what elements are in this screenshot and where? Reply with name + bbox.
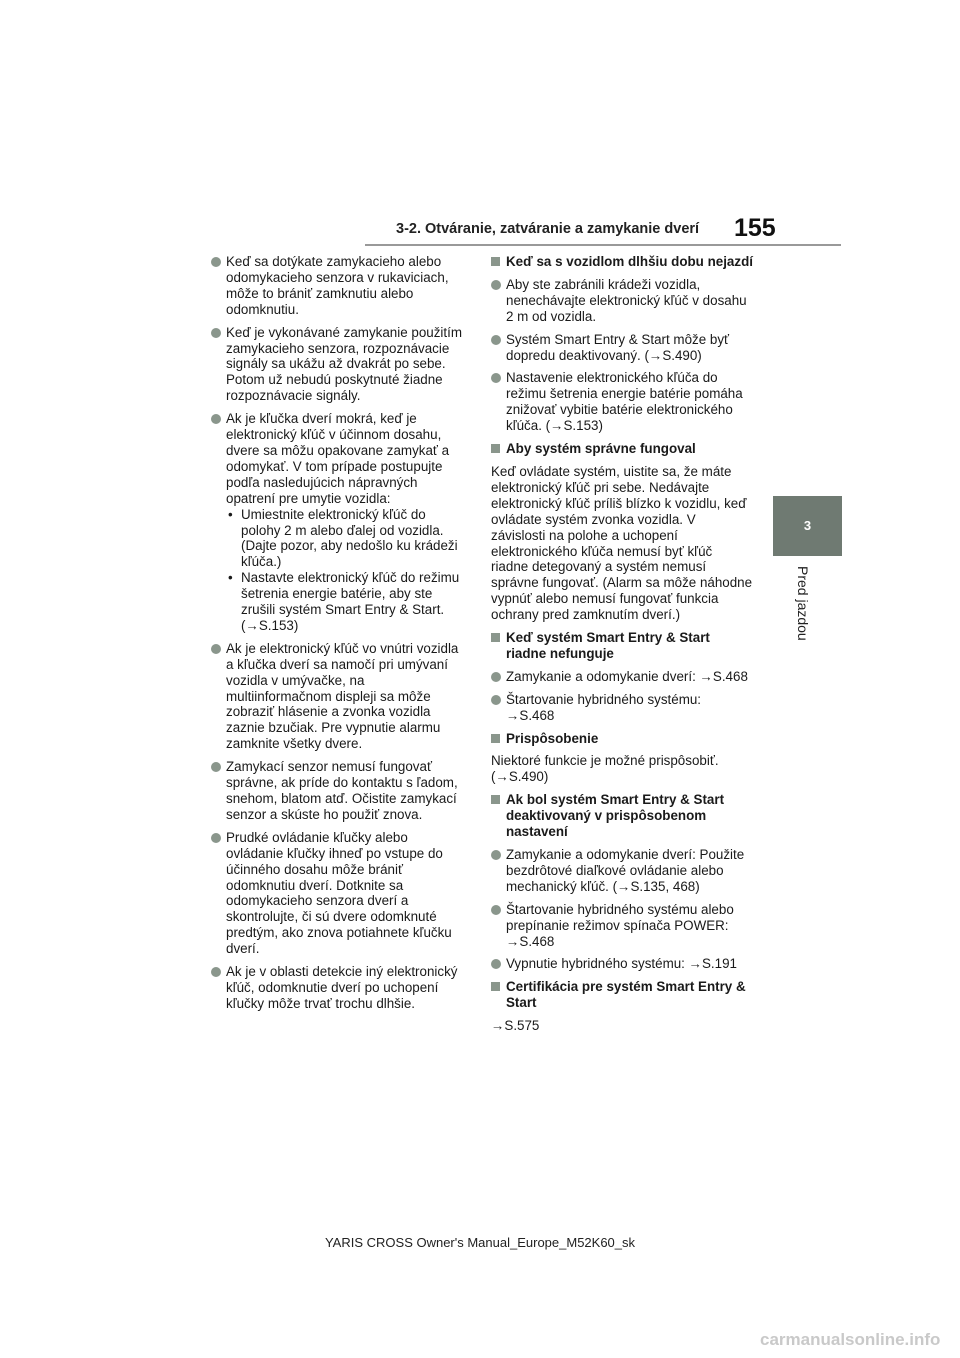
list-item: Aby ste zabránili krádeži vozidla, nenechávajte elektronický kľúč v dosahu 2 m od vozidla. (491, 277, 753, 325)
list-item: Nastavenie elektronického kľúča do režimu šetrenia energie batérie pomáha znižovať vybitie batérie elektronického kľúča. (→S.153) (491, 370, 753, 434)
sub-list-item: • Nastavte elektronický kľúč do režimu šetrenia energie batérie, aby ste zrušili systém Smart Entry & Start. (→S.153) (226, 570, 466, 634)
subsection-heading: Aby systém správne fungoval (491, 441, 753, 457)
list-item (211, 411, 466, 634)
list-item: Vypnutie hybridného systému: →S.191 (491, 956, 753, 972)
footer-text: YARIS CROSS Owner's Manual_Europe_M52K60_sk (324, 1235, 636, 1250)
right-column (491, 254, 753, 1041)
list-item: Keď je vykonávané zamykanie použitím zamykacieho senzora, rozpoznávacie signály sa ukážu až dvakrát po sebe. Potom už nebudú poskytnuté žiadne rozpoznávacie signály. (211, 325, 466, 405)
subsection-heading: Ak bol systém Smart Entry & Start deaktivovaný v prispôsobenom nastavení (491, 792, 753, 840)
watermark: carmanualsonline.info (760, 1330, 941, 1349)
list-item: Štartovanie hybridného systému: →S.468 (491, 692, 753, 724)
sub-list-item: • Umiestnite elektronický kľúč do polohy 2 m alebo ďalej od vozidla. (Dajte pozor, aby nedošlo ku krádeži kľúča.) (226, 507, 466, 571)
list-item: Systém Smart Entry & Start môže byť dopredu deaktivovaný. (→S.490) (491, 332, 753, 364)
list-item: Ak je elektronický kľúč vo vnútri vozidla a kľučka dverí sa namočí pri umývaní vozidla v umývačke, na multiinformačnom displeji sa môže zobraziť hlásenie a zvonka vozidla zaznie bzučiak. Pre vypnutie alarmu zamknite všetky dvere. (211, 641, 466, 752)
chapter-label: Pred jazdou (795, 566, 811, 641)
list-item: Ak je v oblasti detekcie iný elektronický kľúč, odomknutie dverí po uchopení kľučky môže trvať trochu dlhšie. (211, 964, 466, 1012)
list-item: Štartovanie hybridného systému alebo prepínanie režimov spínača POWER: →S.468 (491, 902, 753, 950)
section-title: 3-2. Otváranie, zatváranie a zamykanie dverí (396, 221, 700, 237)
subsection-heading: Keď systém Smart Entry & Start riadne nefunguje (491, 630, 753, 662)
paragraph: →S.575 (491, 1018, 540, 1034)
header-divider (365, 244, 841, 246)
list-item: Prudké ovládanie kľučky alebo ovládanie kľučky ihneď po vstupe do účinného dosahu môže brániť odomknutiu dverí. Dotknite sa odomykacieho senzora dverí a skontrolujte, či sú dvere odomknuté predtým, ako znova potiahnete kľučku dverí. (211, 830, 466, 957)
list-item: Keď sa dotýkate zamykacieho alebo odomykacieho senzora v rukaviciach, môže to brániť zamknutiu alebo odomknutiu. (211, 254, 466, 318)
page-number: 155 (734, 214, 776, 242)
chapter-tab: 3 (773, 496, 842, 556)
subsection-heading: Prispôsobenie (491, 731, 753, 747)
list-item: Zamykanie a odomykanie dverí: →S.468 (491, 669, 753, 685)
subsection-heading: Certifikácia pre systém Smart Entry & Start (491, 979, 753, 1011)
list-item: Zamykací senzor nemusí fungovať správne, ak príde do kontaktu s ľadom, snehom, blatom atď. Očistite zamykací senzor a skúste ho použiť znova. (211, 759, 466, 823)
paragraph: Keď ovládate systém, uistite sa, že máte elektronický kľúč pri sebe. Nedávajte elektronický kľúč príliš blízko k vozidlu, keď ovládate systém zvonka vozidla. V závislosti na polohe a uchopení elektronického kľúča nemusí byť kľúč riadne detegovaný a systém nemusí správne fungovať. (Alarm sa môže náhodne vypnúť alebo nemusí fungovať funkcia ochrany pred zamknutím dverí.) (491, 463, 753, 623)
list-item: Zamykanie a odomykanie dverí: Použite bezdrôtové diaľkové ovládanie alebo mechanický kľúč. (→S.135, 468) (491, 847, 753, 895)
list-item-text: Ak je kľučka dverí mokrá, keď je elektronický kľúč v účinnom dosahu, dvere sa môžu opakovane zamykať a odomykať. V tom prípade postupujte podľa nasledujúcich nápravných opatrení pre umytie vozidla: (226, 411, 450, 506)
left-column (211, 254, 466, 1019)
paragraph: Niektoré funkcie je možné prispôsobiť. (→S.490) (491, 753, 719, 785)
subsection-heading: Keď sa s vozidlom dlhšiu dobu nejazdí (491, 254, 753, 270)
